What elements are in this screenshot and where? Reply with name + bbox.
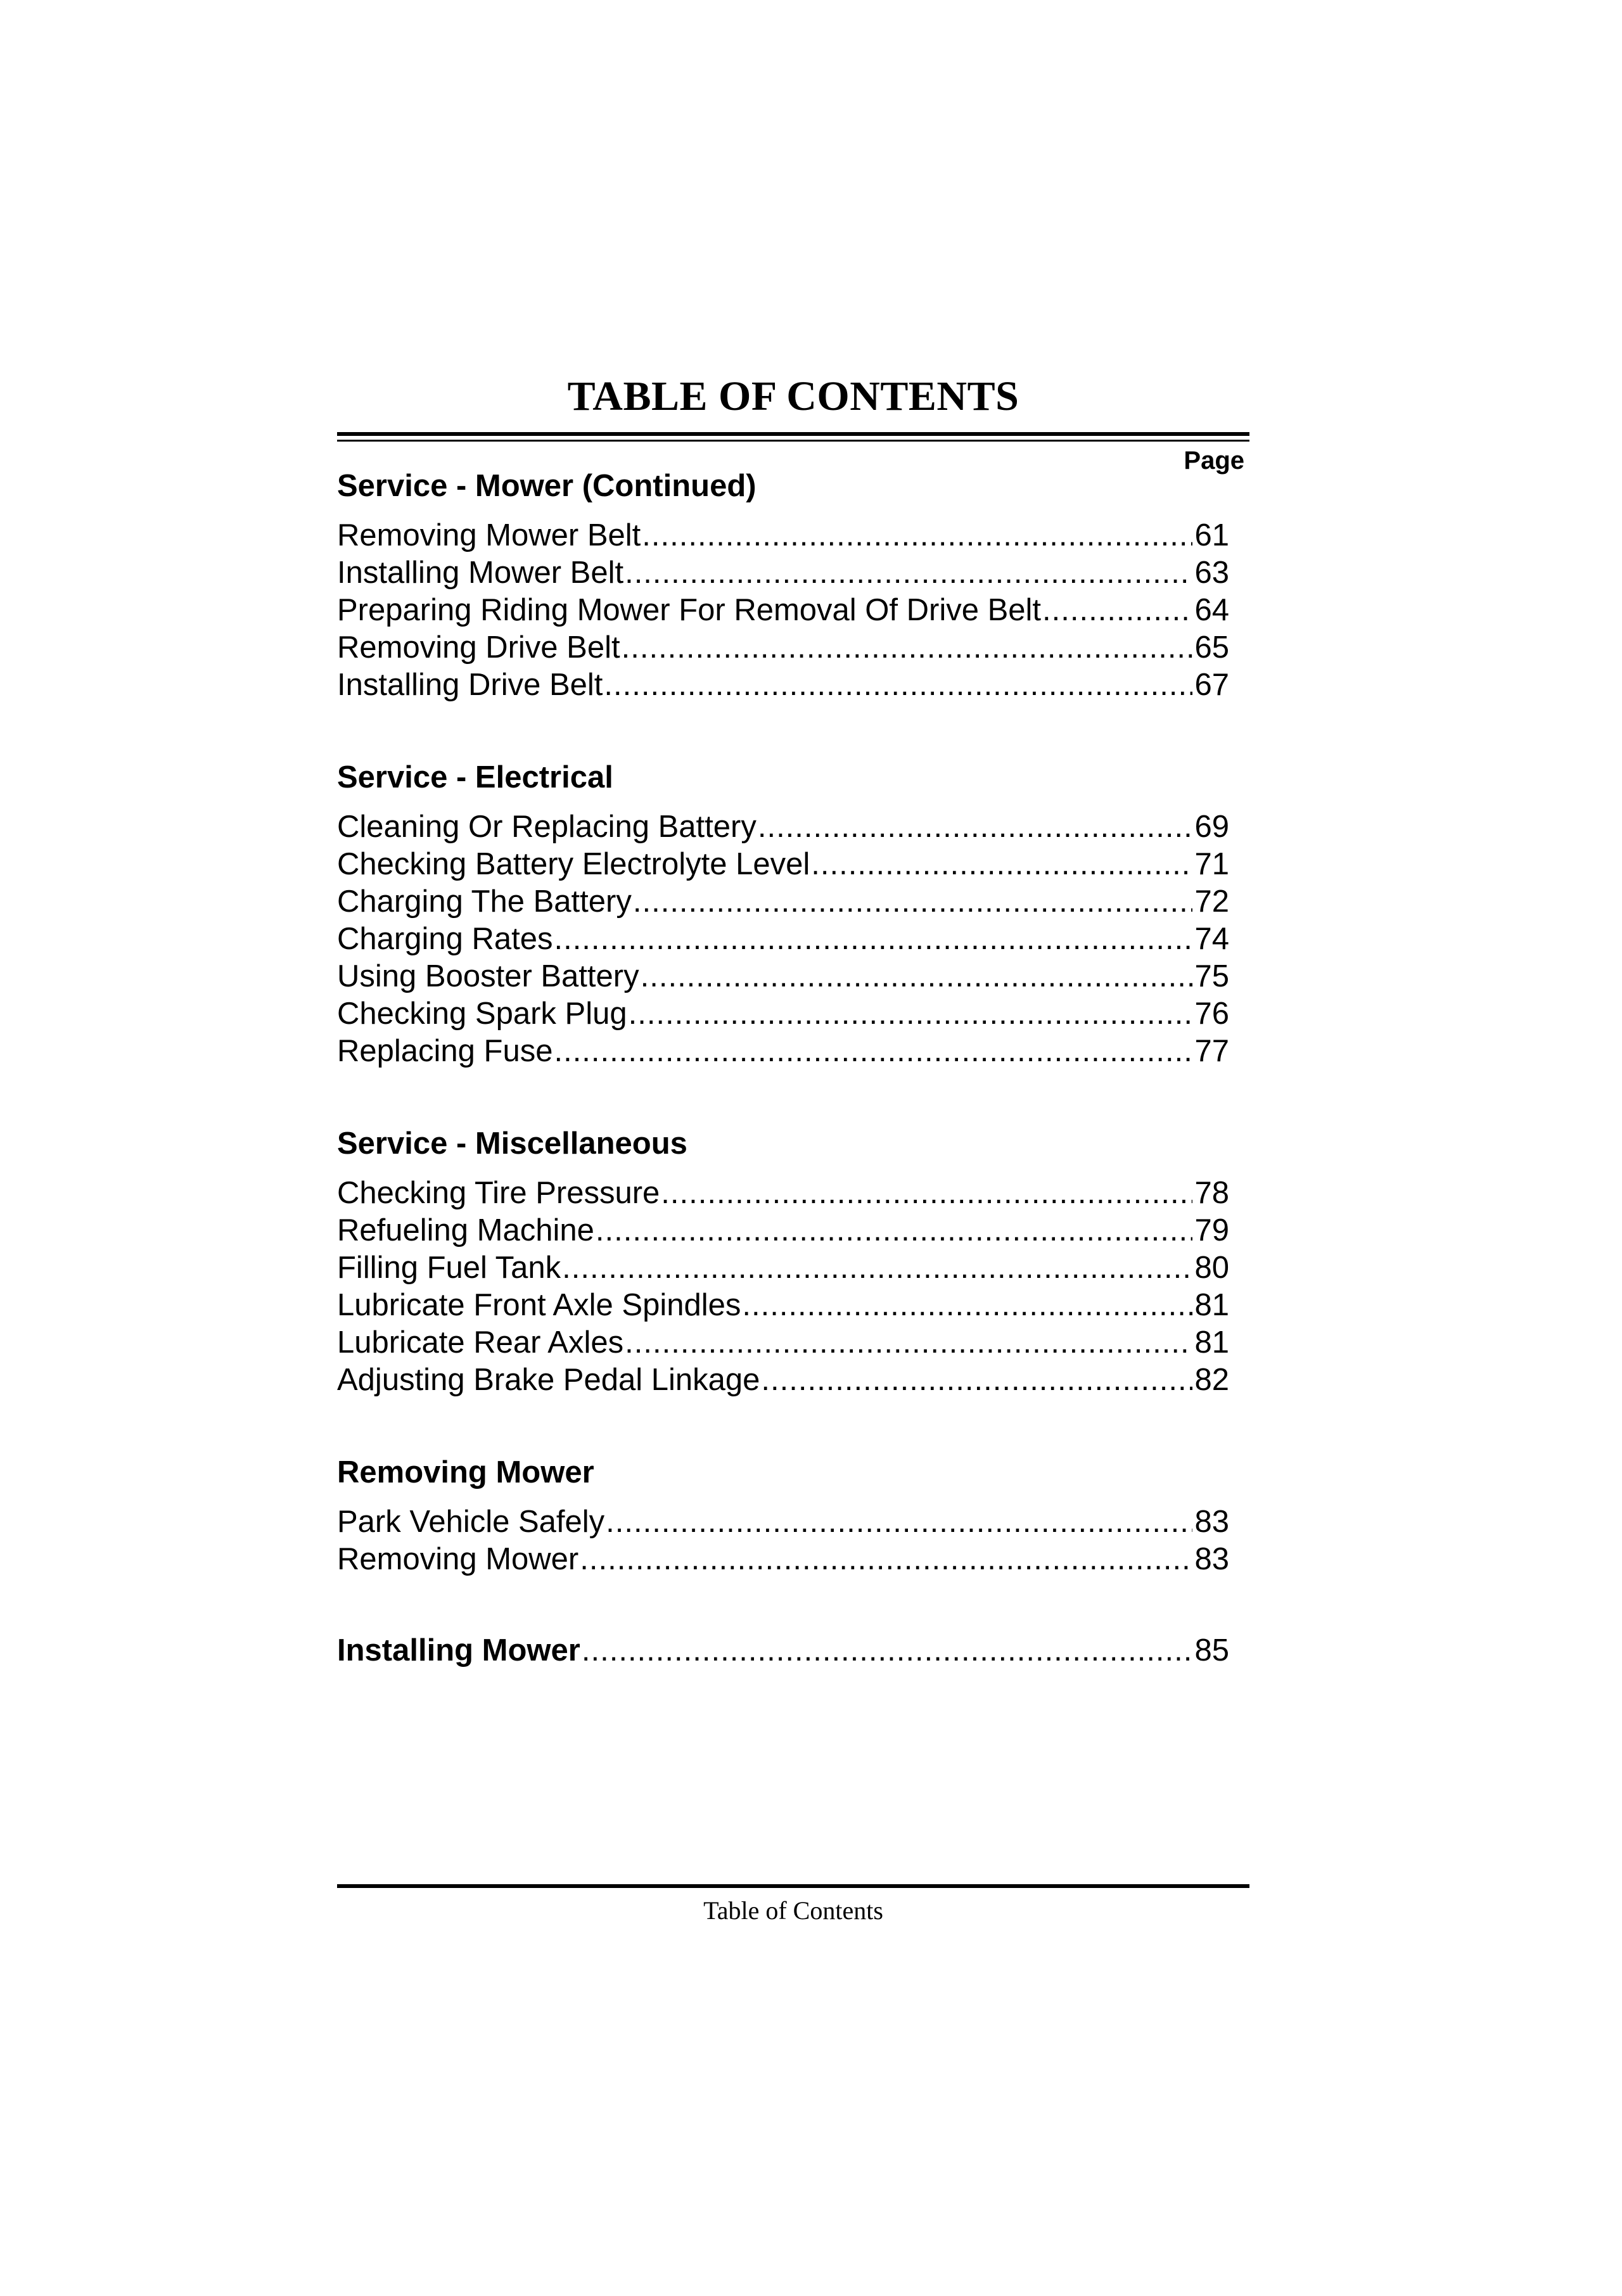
entry-page: 75	[1194, 959, 1229, 993]
dot-leader	[606, 1503, 1192, 1541]
section-heading: Service - Miscellaneous	[337, 1126, 687, 1161]
entry-page: 79	[1194, 1213, 1229, 1247]
entry-page: 67	[1194, 668, 1229, 702]
dot-leader	[811, 846, 1192, 883]
entry-label: Removing Mower Belt	[337, 518, 641, 552]
entry-label: Checking Spark Plug	[337, 997, 627, 1031]
section-gap	[337, 1070, 1229, 1124]
toc-entry[interactable]	[337, 1541, 1229, 1578]
entry-label: Refueling Machine	[337, 1213, 594, 1247]
entry-page: 83	[1194, 1542, 1229, 1576]
toc-entry[interactable]	[337, 592, 1229, 629]
entry-label: Adjusting Brake Pedal Linkage	[337, 1363, 760, 1397]
toc-entry[interactable]	[337, 554, 1229, 592]
toc-section	[337, 758, 1229, 1070]
toc-section	[337, 1124, 1229, 1399]
toc-list	[337, 466, 1229, 1669]
entry-label: Cleaning Or Replacing Battery	[337, 810, 757, 844]
entry-label: Charging Rates	[337, 922, 553, 956]
toc-entry[interactable]	[337, 883, 1229, 921]
entry-label: Installing Drive Belt	[337, 668, 603, 702]
entry-page: 82	[1194, 1363, 1229, 1397]
dot-leader	[629, 995, 1192, 1033]
entry-page: 61	[1194, 518, 1229, 552]
toc-entry[interactable]	[337, 1175, 1229, 1212]
toc-entry[interactable]	[337, 1362, 1229, 1399]
dot-leader	[642, 517, 1192, 554]
entry-label: Installing Mower Belt	[337, 556, 624, 590]
dot-leader	[604, 666, 1192, 704]
page-column-header: Page	[1184, 447, 1244, 475]
entry-page: 78	[1194, 1176, 1229, 1210]
section-gap	[337, 1399, 1229, 1453]
dot-leader	[562, 1249, 1192, 1287]
toc-entry[interactable]	[337, 1324, 1229, 1362]
dot-leader	[633, 883, 1192, 921]
entry-page: 74	[1194, 922, 1229, 956]
entry-label: Filling Fuel Tank	[337, 1251, 561, 1285]
entry-label: Checking Battery Electrolyte Level	[337, 847, 810, 881]
dot-leader	[661, 1175, 1192, 1212]
entry-page: 81	[1194, 1288, 1229, 1322]
dot-leader	[761, 1362, 1192, 1399]
entry-page: 85	[1194, 1633, 1229, 1668]
entry-label: Preparing Riding Mower For Removal Of Drive Belt	[337, 593, 1042, 627]
entry-page: 69	[1194, 810, 1229, 844]
toc-entry[interactable]	[337, 666, 1229, 704]
section-heading: Service - Mower (Continued)	[337, 469, 757, 503]
toc-entry[interactable]	[337, 1249, 1229, 1287]
toc-entry[interactable]	[337, 629, 1229, 666]
toc-entry[interactable]	[337, 958, 1229, 995]
section-heading: Removing Mower	[337, 1455, 594, 1489]
dot-leader	[582, 1632, 1192, 1669]
dot-leader	[596, 1212, 1192, 1249]
dot-leader	[758, 808, 1192, 846]
dot-leader	[622, 629, 1192, 666]
page-footer: Table of Contents	[703, 1896, 883, 1925]
toc-entry[interactable]	[337, 921, 1229, 958]
entry-page: 65	[1194, 630, 1229, 665]
page-title: TABLE OF CONTENTS	[567, 373, 1019, 419]
toc-entry[interactable]	[337, 517, 1229, 554]
entry-page: 76	[1194, 997, 1229, 1031]
dot-leader	[580, 1541, 1192, 1578]
entry-label: Checking Tire Pressure	[337, 1176, 660, 1210]
section-gap	[337, 1578, 1229, 1632]
entry-page: 77	[1194, 1034, 1229, 1068]
entry-page: 81	[1194, 1325, 1229, 1360]
entry-label: Removing Mower	[337, 1542, 579, 1576]
toc-entry[interactable]	[337, 846, 1229, 883]
toc-entry[interactable]	[337, 1033, 1229, 1070]
entry-label: Using Booster Battery	[337, 959, 639, 993]
toc-section	[337, 466, 1229, 704]
entry-label: Installing Mower	[337, 1633, 580, 1668]
entry-label: Removing Drive Belt	[337, 630, 620, 665]
entry-label: Lubricate Rear Axles	[337, 1325, 624, 1360]
toc-section	[337, 1453, 1229, 1578]
toc-entry[interactable]	[337, 1212, 1229, 1249]
entry-page: 83	[1194, 1505, 1229, 1539]
entry-page: 64	[1194, 593, 1229, 627]
entry-page: 72	[1194, 884, 1229, 919]
title-rule-thick	[337, 432, 1249, 436]
footer-rule	[337, 1884, 1249, 1888]
toc-entry[interactable]	[337, 1287, 1229, 1324]
section-gap	[337, 704, 1229, 758]
dot-leader	[625, 1324, 1192, 1362]
toc-entry-installing-mower[interactable]	[337, 1632, 1229, 1669]
dot-leader	[554, 1033, 1192, 1070]
dot-leader	[554, 921, 1192, 958]
entry-label: Replacing Fuse	[337, 1034, 553, 1068]
entry-label: Lubricate Front Axle Spindles	[337, 1288, 741, 1322]
entry-page: 63	[1194, 556, 1229, 590]
dot-leader	[625, 554, 1192, 592]
dot-leader	[742, 1287, 1192, 1324]
title-rule-thin	[337, 440, 1249, 442]
dot-leader	[641, 958, 1192, 995]
toc-entry[interactable]	[337, 808, 1229, 846]
entry-label: Park Vehicle Safely	[337, 1505, 605, 1539]
entry-label: Charging The Battery	[337, 884, 632, 919]
dot-leader	[1042, 592, 1192, 629]
section-heading: Service - Electrical	[337, 760, 613, 794]
toc-entry[interactable]	[337, 1503, 1229, 1541]
entry-page: 71	[1194, 847, 1229, 881]
entry-page: 80	[1194, 1251, 1229, 1285]
toc-entry[interactable]	[337, 995, 1229, 1033]
